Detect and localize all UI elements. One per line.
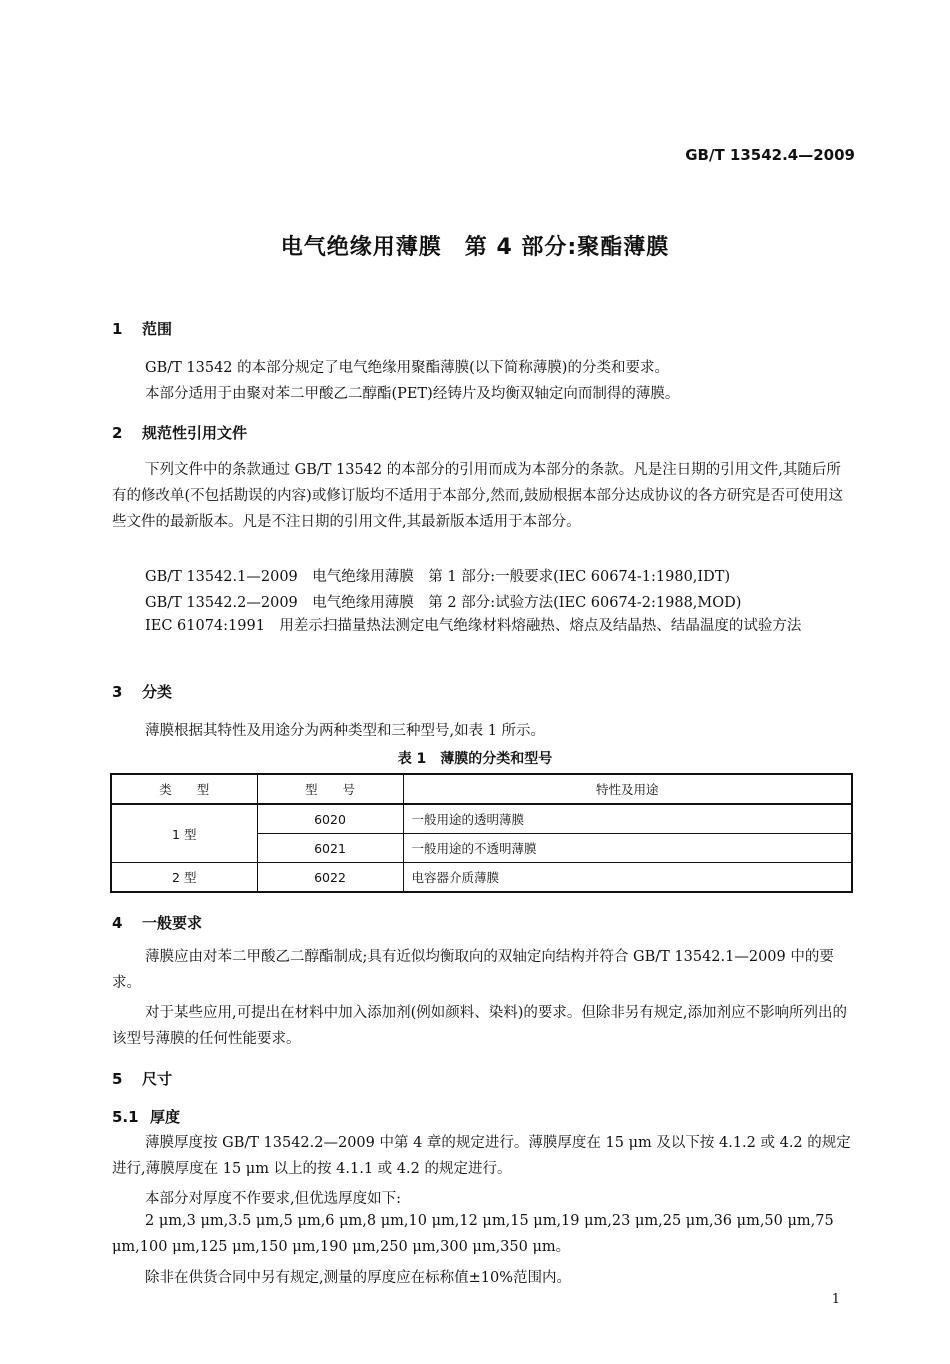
section-number: 4 [112,914,123,932]
reference-1: GB/T 13542.1—2009 电气绝缘用薄膜 第 1 部分:一般要求(IEC 60674-1:1980,IDT) [145,569,731,585]
model-cell: 6021 [257,834,403,863]
section-1-paragraph-1: GB/T 13542 的本部分规定了电气绝缘用聚酯薄膜(以下简称薄膜)的分类和要求。 [145,360,669,376]
table-caption: 表 1 薄膜的分类和型号 [397,751,553,767]
standard-code: GB/T 13542.4—2009 [685,146,855,164]
section-5-1-paragraph-2: 本部分对厚度不作要求,但优选厚度如下: [145,1191,401,1207]
section-title: 厚度 [150,1108,181,1126]
section-title: 尺寸 [142,1070,173,1088]
section-title: 范围 [142,320,173,338]
classification-table [110,773,853,893]
section-4-paragraph-1: 薄膜应由对苯二甲酸乙二醇酯制成;具有近似均衡取向的双轴定向结构并符合 GB/T 13542.1—2009 中的要求。 [112,949,834,991]
section-number: 2 [112,424,123,442]
column-header-type: 类 型 [111,774,257,804]
description-cell: 一般用途的透明薄膜 [403,804,852,834]
document-title: 电气绝缘用薄膜 第 4 部分:聚酯薄膜 [280,235,670,260]
section-title: 规范性引用文件 [142,424,248,442]
section-4-heading [112,912,202,933]
description-cell: 一般用途的不透明薄膜 [403,834,852,863]
section-title: 一般要求 [142,914,203,932]
section-number: 5.1 [112,1108,139,1126]
section-5-1-heading [112,1106,180,1127]
section-2-paragraph-1: 下列文件中的条款通过 GB/T 13542 的本部分的引用而成为本部分的条款。凡是注日期的引用文件,其随后所有的修改单(不包括勘误的内容)或修订版均不适用于本部分,然而,鼓励根据本部分达成协议的各方研究是否可使用这些文件的最新版本。凡是不注日期的引用文件,其最新版本适用于本部分。 [112,462,844,530]
table-header-row [111,774,852,804]
section-3-paragraph-1: 薄膜根据其特性及用途分为两种类型和三种型号,如表 1 所示。 [145,723,546,739]
column-header-description: 特性及用途 [403,774,852,804]
section-5-heading [112,1068,172,1089]
section-2-heading [112,422,247,443]
table-row [111,863,852,893]
column-header-model: 型 号 [257,774,403,804]
section-number: 3 [112,683,123,701]
section-4-paragraph-2: 对于某些应用,可提出在材料中加入添加剂(例如颜料、染料)的要求。但除非另有规定,添加剂应不影响所列出的该型号薄膜的任何性能要求。 [112,1005,848,1047]
reference-3: IEC 61074:1991 用差示扫描量热法测定电气绝缘材料熔融热、熔点及结晶热、结晶温度的试验方法 [145,618,802,634]
model-cell: 6022 [257,863,403,893]
description-cell: 电容器介质薄膜 [403,863,852,893]
section-1-paragraph-2: 本部分适用于由聚对苯二甲酸乙二醇酯(PET)经铸片及均衡双轴定向而制得的薄膜。 [145,386,680,402]
table-row [111,804,852,834]
reference-2: GB/T 13542.2—2009 电气绝缘用薄膜 第 2 部分:试验方法(IEC 60674-2:1988,MOD) [145,595,742,611]
section-1-heading [112,318,172,339]
section-5-1-paragraph-1: 薄膜厚度按 GB/T 13542.2—2009 中第 4 章的规定进行。薄膜厚度在 15 μm 及以下按 4.1.2 或 4.2 的规定进行,薄膜厚度在 15 μm 以上的按 4.1.1 或 4.2 的规定进行。 [112,1135,851,1177]
section-number: 5 [112,1070,123,1088]
section-5-1-paragraph-4: 除非在供货合同中另有规定,测量的厚度应在标称值±10%范围内。 [145,1270,571,1286]
model-cell: 6020 [257,804,403,834]
section-3-heading [112,681,172,702]
page-number: 1 [831,1292,840,1307]
type-cell: 2 型 [111,863,257,893]
section-title: 分类 [142,683,173,701]
type-cell: 1 型 [111,804,257,863]
preferred-thickness-list: 2 μm,3 μm,3.5 μm,5 μm,6 μm,8 μm,10 μm,12 μm,15 μm,19 μm,23 μm,25 μm,36 μm,50 μm,75 μm,100 μm,125 μm,150 μm,190 μm,250 μm,300 μm,350 μm。 [112,1213,834,1255]
section-number: 1 [112,320,123,338]
